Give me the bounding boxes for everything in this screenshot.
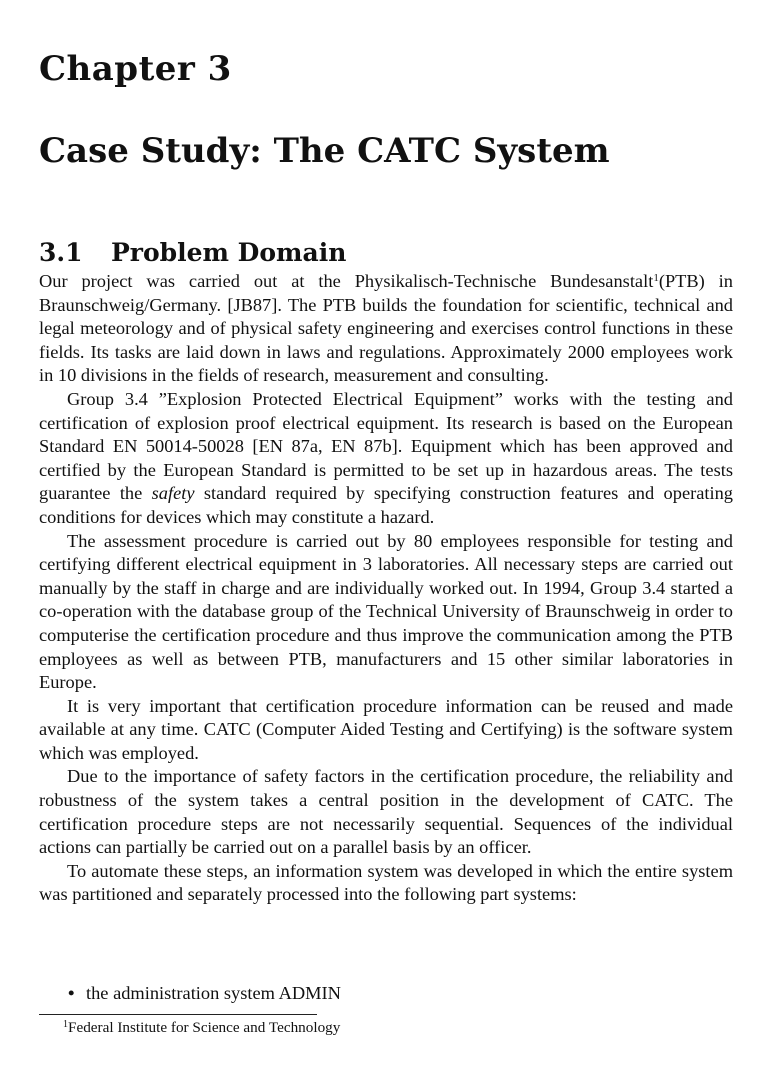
paragraph-2-text-a: Group 3.4 ”Explosion Protected Electrical Equipment” works with the testing and certification of explosion proof electrical equipment. Its research is based on the European Standard EN 50014-50028 [EN 87a, EN 87b]. Equipment which has been approved and certified by the European Standard is permitted to be set up in hazardous areas. The tests guarantee the xyxy=(39,388,733,504)
part-systems-list xyxy=(39,982,341,1006)
chapter-label: Chapter 3 xyxy=(39,48,232,89)
paragraph-2-text-b: standard required by specifying construction features and operating conditions for devices which may constitute a hazard. xyxy=(39,483,733,527)
paragraph-1 xyxy=(39,270,733,388)
paragraph-4: It is very important that certification procedure information can be reused and made available at any time. CATC (Computer Aided Testing and Certifying) is the software system which was employed. xyxy=(39,695,733,763)
list-item xyxy=(39,982,341,1006)
paragraph-6: To automate these steps, an information system was developed in which the entire system was partitioned and separately processed into the following part systems: xyxy=(39,860,733,905)
paragraph-5: Due to the importance of safety factors in the certification procedure, the reliability and robustness of the system takes a central position in the development of CATC. The certification procedure steps are not necessarily sequential. Sequences of the individual actions can partially be carried out on a parallel basis by an officer. xyxy=(39,766,733,858)
section-title: Problem Domain xyxy=(111,237,347,267)
document-page xyxy=(39,0,733,1087)
section-heading xyxy=(39,238,346,267)
paragraph-1-text-b: (PTB) in Braunschweig/Germany. [JB87]. The PTB builds the foundation for scientific, technical and legal meteorology and of physical safety engineering and exercises control functions in these fields. Its tasks are laid down in laws and regulations. Approximately 2000 employees work in 10 divisions in the fields of research, measurement and consulting. xyxy=(39,271,733,386)
footnote xyxy=(63,1018,340,1038)
bullet-icon: • xyxy=(68,983,75,1003)
chapter-title: Case Study: The CATC System xyxy=(39,130,610,171)
footnote-marker: 1 xyxy=(63,1019,68,1030)
paragraph-3: The assessment procedure is carried out by 80 employees responsible for testing and certifying different electrical equipment in 3 laboratories. All necessary steps are carried out manually by the staff in charge and are individually worked out. In 1994, Group 3.4 started a co-operation with the database group of the Technical University of Braunschweig in order to computerise the certification procedure and thus improve the communication among the PTB employees as well as between PTB, manufacturers and 15 other similar laboratories in Europe. xyxy=(39,530,733,693)
list-item-text: the administration system ADMIN xyxy=(86,983,341,1003)
footnote-text: Federal Institute for Science and Technology xyxy=(68,1019,341,1036)
footnote-divider xyxy=(39,1014,317,1015)
paragraph-2 xyxy=(39,388,733,530)
body-text xyxy=(39,270,733,907)
section-number: 3.1 xyxy=(39,237,83,267)
paragraph-2-emphasis: safety xyxy=(151,483,195,504)
paragraph-1-text-a: Our project was carried out at the Physikalisch-Technische Bundesanstalt xyxy=(39,271,654,291)
footnote-reference: 1 xyxy=(653,272,659,284)
